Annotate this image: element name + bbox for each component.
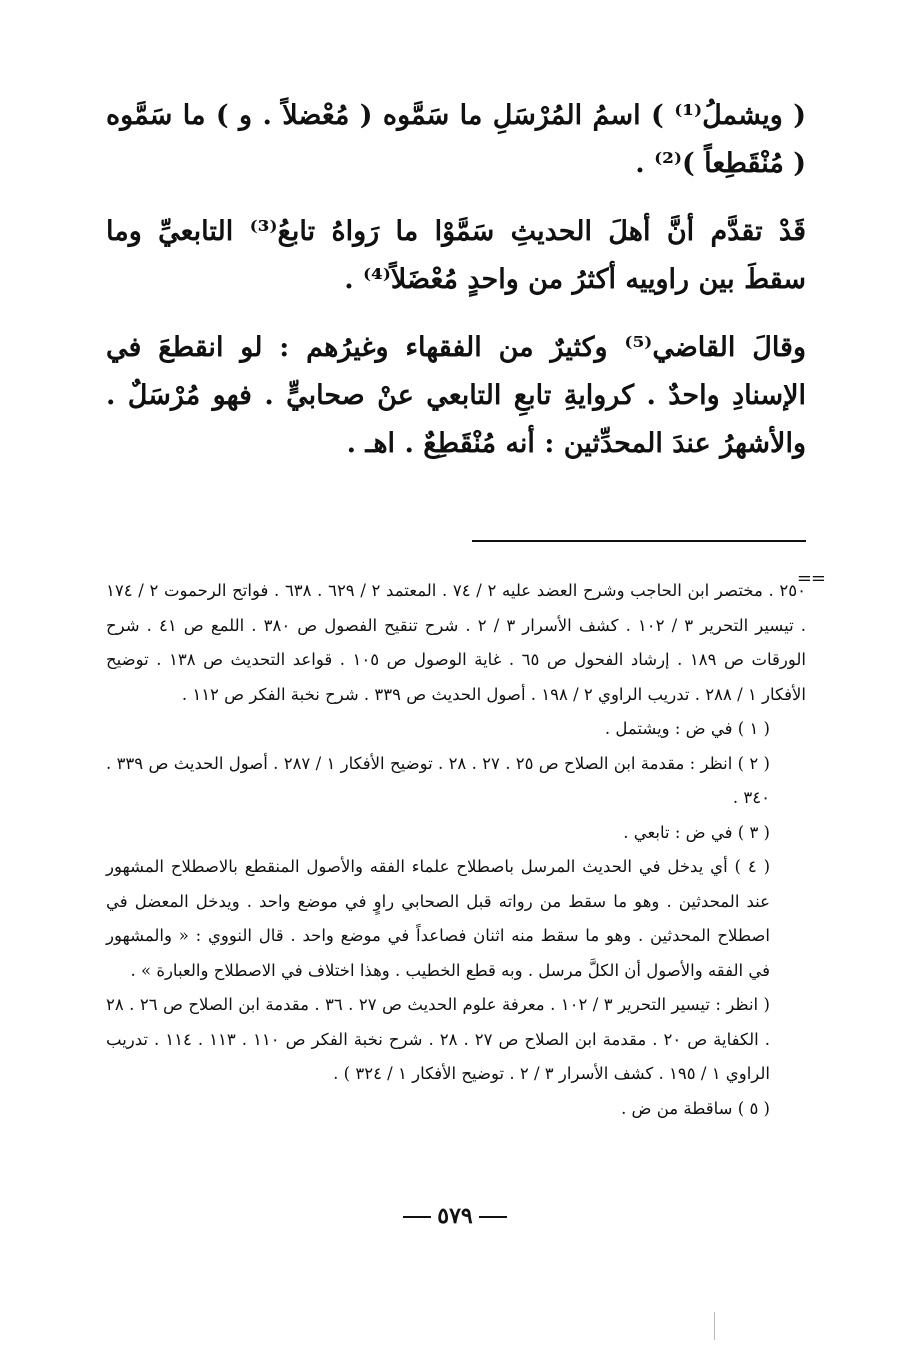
footnote-continuation-marker: == [796, 568, 825, 589]
footnotes-section [106, 574, 806, 1126]
main-paragraph: وقالَ القاضي⁽⁵⁾ وكثيرٌ من الفقهاء وغيرُهم : لو انقطعَ في الإسنادِ واحدٌ . كروايةِ تابعِ التابعي عنْ صحابيٍّ . فهو مُرْسَلٌ . والأشهرُ عندَ المحدِّثين : أنه مُنْقَطِعٌ . اهـ . [106, 332, 806, 459]
page-number-dash-left [403, 1216, 431, 1218]
main-paragraph: ( ويشملُ⁽¹⁾ ) اسمُ المُرْسَلِ ما سَمَّوه ( مُعْضلاً . و ) ما سَمَّوه ( مُنْقَطِعاً )⁽²⁾ . [106, 100, 806, 179]
footnote-1: ( ١ ) في ض : ويشتمل . [604, 719, 770, 738]
footnote-3: ( ٣ ) في ض : تابعي . [623, 822, 770, 842]
main-text-body [106, 92, 806, 488]
footnote-2: ( ٢ ) انظر : مقدمة ابن الصلاح ص ٢٥ . ٢٧ . ٢٨ . توضيح الأفكار ١ / ٢٨٧ . أصول الحديث ص ٣٣٩ . ٣٤٠ . [106, 753, 770, 807]
footnote-4-references: ( انظر : تيسير التحرير ٣ / ١٠٢ . معرفة علوم الحديث ص ٢٧ . ٣٦ . مقدمة ابن الصلاح ص ٢٦ . ٢٨ . الكفاية ص ٢٠ . مقدمة ابن الصلاح ص ٢٧ . ٢٨ . شرح نخبة الفكر ص ١١٠ . ١١٣ . ١١٤ . تدريب الراوي ١ / ١٩٥ . كشف الأسرار ٣ / ٢ . توضيح الأفكار ١ / ٣٢٤ ) . [106, 995, 770, 1083]
footnote-4: ( ٤ ) أي يدخل في الحديث المرسل باصطلاح علماء الفقه والأصول المنقطع بالاصطلاح المشهور عند المحدثين . وهو ما سقط من رواته قبل الصحابي راوٍ في موضع واحد . ويدخل المعضل في اصطلاح المحدثين . وهو ما سقط منه اثنان فصاعداً في موضع واحد . قال النووي : « والمشهور في الفقه والأصول أن الكلَّ مرسل . وبه قطع الخطيب . وهذا اختلاف في الاصطلاح والعبارة » . [106, 857, 771, 980]
footnote-5: ( ٥ ) ساقطة من ض . [621, 1098, 770, 1118]
scan-artifact-mark [714, 1312, 715, 1340]
page-number [0, 1196, 910, 1236]
main-paragraph: قَدْ تقدَّم أنَّ أهلَ الحديثِ سَمَّوْا ما رَواهُ تابعُ⁽³⁾ التابعيِّ وما سقطَ بين راوييه أكثرُ من واحدٍ مُعْضَلاً⁽⁴⁾ . [106, 216, 807, 295]
page-number-dash-right [479, 1216, 507, 1218]
footnote-separator-rule [472, 540, 806, 542]
footnote-continued-references: ٢٥٠ . مختصر ابن الحاجب وشرح العضد عليه ٢ / ٧٤ . المعتمد ٢ / ٦٢٩ . ٦٣٨ . فواتح الرحموت ٢ / ١٧٤ . تيسير التحرير ٣ / ١٠٢ . كشف الأسرار ٣ / ٢ . شرح تنقيح الفصول ص ٣٨٠ . اللمع ص ٤١ . شرح الورقات ص ١٨٩ . إرشاد الفحول ص ٦٥ . غاية الوصول ص ١٠٥ . قواعد التحديث ص ١٣٨ . توضيح الأفكار ١ / ٢٨٨ . تدريب الراوي ٢ / ١٩٨ . أصول الحديث ص ٣٣٩ . شرح نخبة الفكر ص ١١٢ . [106, 581, 807, 704]
page-number-value: ٥٧٩ [437, 1203, 473, 1229]
